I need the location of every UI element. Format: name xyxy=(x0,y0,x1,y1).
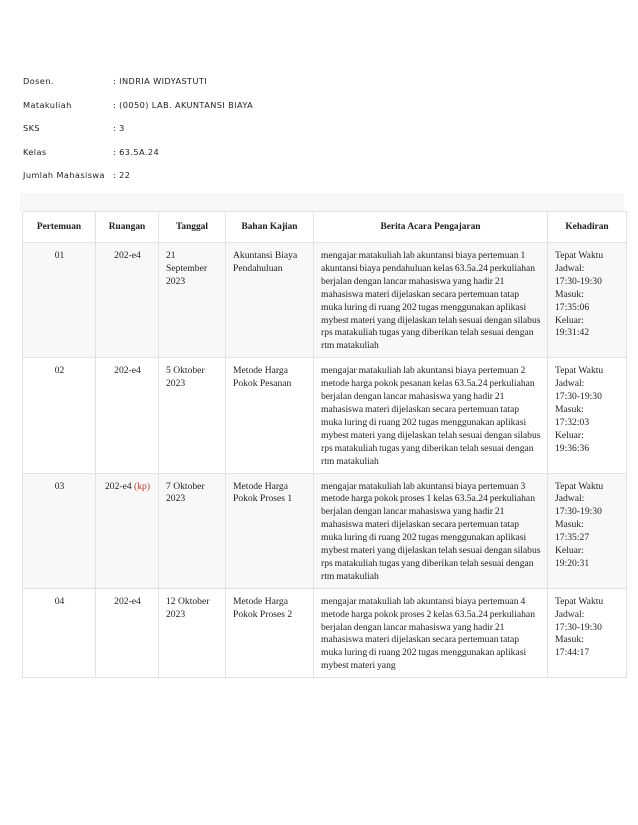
kehadiran-jadwal-label: Jadwal: xyxy=(555,493,585,505)
cell-kehadiran xyxy=(548,473,627,588)
attendance-table xyxy=(22,211,627,678)
table-top-band xyxy=(20,193,624,211)
cell-tanggal: 21 September 2023 xyxy=(159,243,226,358)
kehadiran-keluar-label: Keluar: xyxy=(555,429,584,441)
cell-kehadiran xyxy=(548,243,627,358)
info-value: : (0050) LAB. AKUNTANSI BIAYA xyxy=(113,99,254,110)
kehadiran-keluar-label: Keluar: xyxy=(555,314,584,326)
kehadiran-jadwal: 17:30-19:30 xyxy=(555,275,602,287)
ruangan-code: 202-e4 xyxy=(114,365,141,377)
table-row xyxy=(23,473,627,588)
info-value: : 22 xyxy=(113,170,131,180)
cell-ruangan xyxy=(96,243,159,358)
kehadiran-status: Tepat Waktu xyxy=(555,595,604,607)
table-row xyxy=(23,588,627,677)
kehadiran-masuk-label: Masuk: xyxy=(555,403,584,415)
cell-bahan-kajian: Metode Harga Pokok Proses 1 xyxy=(226,473,314,588)
kehadiran-masuk: 17:35:06 xyxy=(555,301,590,313)
kehadiran-masuk: 17:35:27 xyxy=(555,532,590,544)
cell-kehadiran xyxy=(548,588,627,677)
kehadiran-masuk-label: Masuk: xyxy=(555,634,584,646)
ruangan-code: 202-e4 xyxy=(104,480,132,492)
table-header-row xyxy=(23,212,627,243)
ruangan-code: 202-e4 xyxy=(114,595,141,607)
cell-pertemuan: 03 xyxy=(23,473,96,588)
header-tanggal: Tanggal xyxy=(159,212,226,243)
kehadiran-keluar: 19:20:31 xyxy=(555,557,590,569)
kehadiran-status: Tepat Waktu xyxy=(555,250,604,261)
kehadiran-jadwal: 17:30-19:30 xyxy=(555,506,602,518)
cell-ruangan xyxy=(96,588,159,677)
kehadiran-masuk: 17:44:17 xyxy=(555,647,590,659)
cell-tanggal: 5 Oktober 2023 xyxy=(159,358,226,473)
cell-bahan-kajian: Metode Harga Pokok Proses 2 xyxy=(226,588,314,677)
header-bahan-kajian: Bahan Kajian xyxy=(226,212,314,243)
header-berita-acara: Berita Acara Pengajaran xyxy=(314,212,548,243)
kehadiran-jadwal-label: Jadwal: xyxy=(555,262,585,274)
table-row xyxy=(23,243,627,358)
info-value: : 3 xyxy=(113,123,125,133)
kehadiran-keluar: 19:31:42 xyxy=(555,327,590,339)
info-value: : 63.5A.24 xyxy=(113,146,160,157)
kehadiran-keluar: 19:36:36 xyxy=(555,442,590,454)
info-label: Kelas xyxy=(23,146,47,157)
header-ruangan: Ruangan xyxy=(96,212,159,243)
info-label: SKS xyxy=(23,123,40,133)
cell-pertemuan: 04 xyxy=(23,588,96,677)
kehadiran-jadwal: 17:30-19:30 xyxy=(555,391,602,403)
cell-ruangan xyxy=(96,358,159,473)
info-value: : INDRIA WIDYASTUTI xyxy=(113,76,208,86)
kehadiran-jadwal-label: Jadwal: xyxy=(555,378,585,390)
kehadiran-keluar-label: Keluar: xyxy=(555,545,584,557)
cell-berita-acara: mengajar matakuliah lab akuntansi biaya pertemuan 2 metode harga pokok pesanan kelas 63.5a.24 perkuliahan berjalan dengan lancar mahasiswa yang hadir 21 mahasiswa materi dijelaskan secara pertemuan tatap muka luring di ruang 202 tugas menggunakan aplikasi mybest materi yang dijelaskan telah sesuai dengan silabus rps matakuliah tugas yang diberikan telah sesuai dengan rtm matakuliah xyxy=(314,358,548,473)
ruangan-tag: (kp) xyxy=(134,480,151,492)
info-label: Matakuliah xyxy=(23,99,72,110)
kehadiran-jadwal-label: Jadwal: xyxy=(555,608,585,620)
cell-ruangan xyxy=(96,473,159,588)
info-label: Dosen. xyxy=(23,76,54,86)
cell-berita-acara: mengajar matakuliah lab akuntansi biaya pertemuan 3 metode harga pokok proses 1 kelas 63.5a.24 perkuliahan berjalan dengan lancar mahasiswa yang hadir 21 mahasiswa materi dijelaskan secara pertemuan tatap muka luring di ruang 202 tugas menggunakan aplikasi mybest materi yang dijelaskan telah sesuai dengan silabus rps matakuliah tugas yang diberikan telah sesuai dengan rtm matakuliah xyxy=(314,473,548,588)
kehadiran-masuk-label: Masuk: xyxy=(555,519,584,531)
cell-tanggal: 12 Oktober 2023 xyxy=(159,588,226,677)
cell-pertemuan: 01 xyxy=(23,243,96,358)
cell-berita-acara: mengajar matakuliah lab akuntansi biaya pertemuan 1 akuntansi biaya pendahuluan kelas 63.5a.24 perkuliahan berjalan dengan lancar mahasiswa yang hadir 21 mahasiswa materi dijelaskan secara pertemuan tatap muka luring di ruang 202 tugas menggunakan aplikasi mybest materi yang dijelaskan telah sesuai dengan silabus rps matakuliah tugas yang diberikan telah sesuai dengan rtm matakuliah xyxy=(314,243,548,358)
cell-berita-acara: mengajar matakuliah lab akuntansi biaya pertemuan 4 metode harga pokok proses 2 kelas 63.5a.24 perkuliahan berjalan dengan lancar mahasiswa yang hadir 21 mahasiswa materi dijelaskan secara pertemuan tatap muka luring di ruang 202 tugas menggunakan aplikasi mybest materi yang xyxy=(314,588,548,677)
cell-kehadiran xyxy=(548,358,627,473)
kehadiran-status: Tepat Waktu xyxy=(555,365,604,377)
cell-tanggal: 7 Oktober 2023 xyxy=(159,473,226,588)
ruangan-code: 202-e4 xyxy=(114,250,141,261)
cell-bahan-kajian: Metode Harga Pokok Pesanan xyxy=(226,358,314,473)
cell-pertemuan: 02 xyxy=(23,358,96,473)
table-row xyxy=(23,358,627,473)
header-pertemuan: Pertemuan xyxy=(23,212,96,243)
kehadiran-masuk-label: Masuk: xyxy=(555,288,584,300)
kehadiran-jadwal: 17:30-19:30 xyxy=(555,621,602,633)
kehadiran-masuk: 17:32:03 xyxy=(555,416,590,428)
cell-bahan-kajian: Akuntansi Biaya Pendahuluan xyxy=(226,243,314,358)
info-label: Jumlah Mahasiswa xyxy=(23,170,105,180)
kehadiran-status: Tepat Waktu xyxy=(555,480,604,492)
header-kehadiran: Kehadiran xyxy=(548,212,627,243)
